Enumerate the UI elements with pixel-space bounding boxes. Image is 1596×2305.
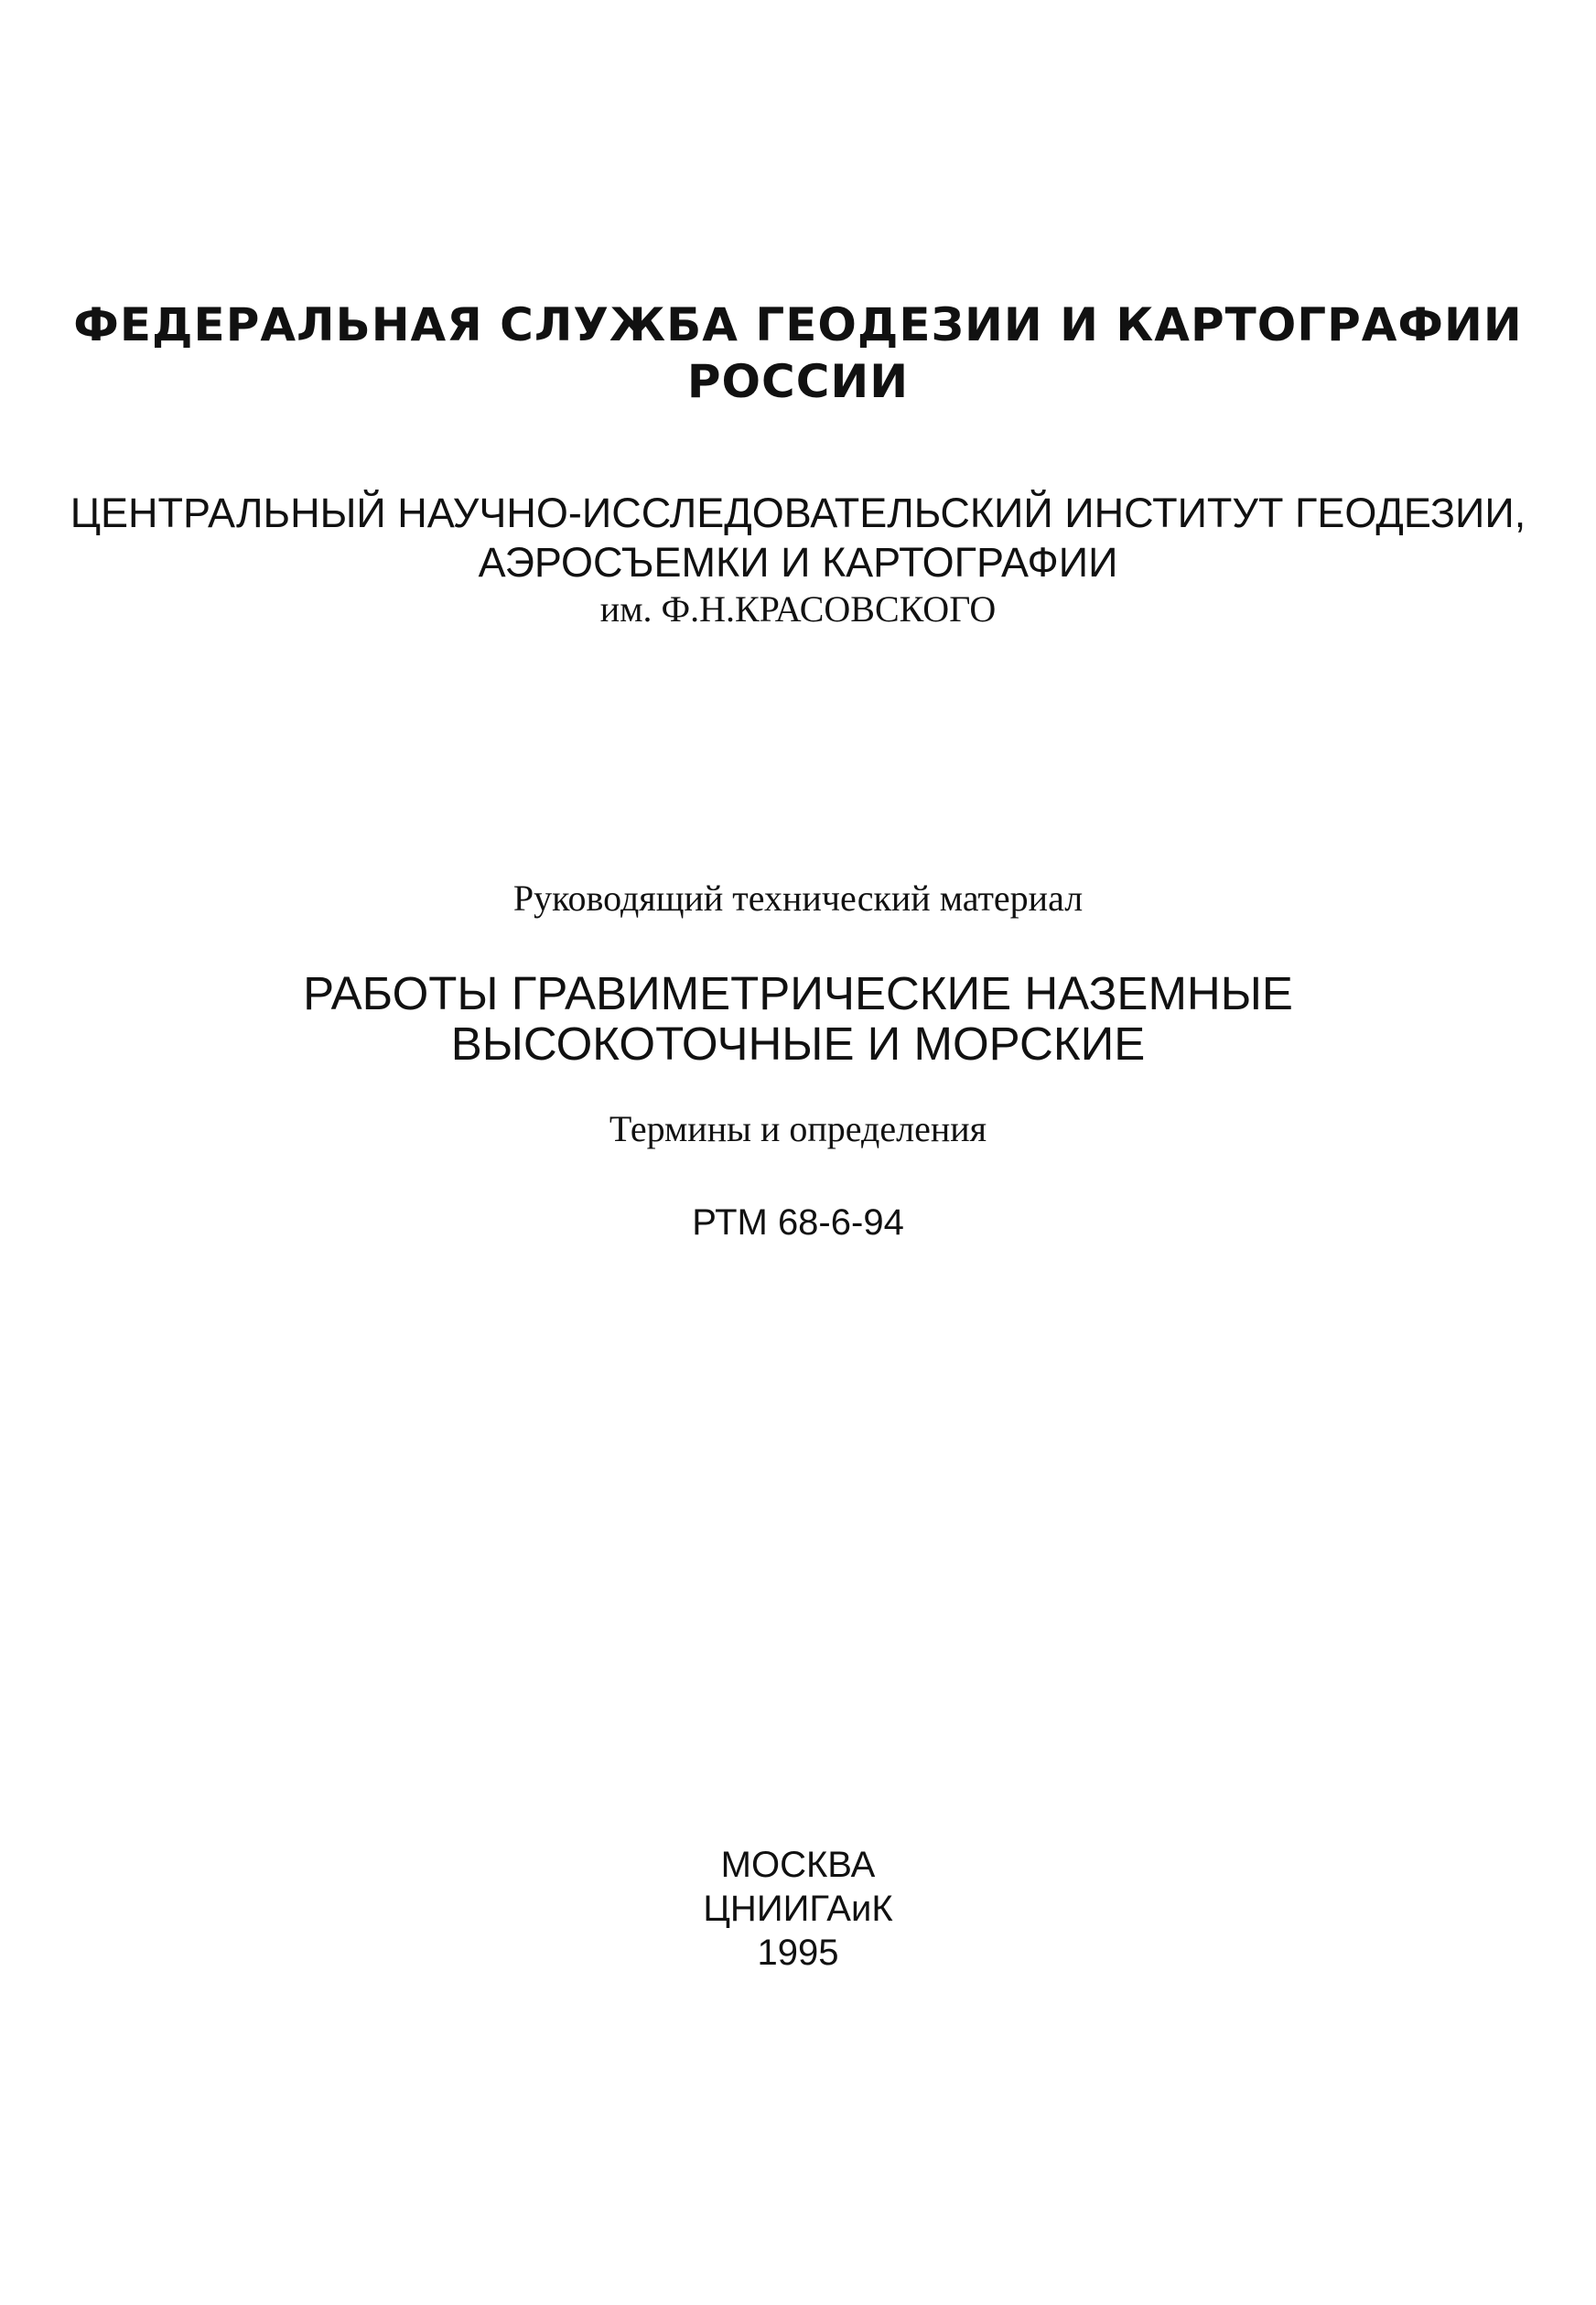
imprint-year: 1995 <box>757 1933 839 1973</box>
institute-name-line-1: ЦЕНТРАЛЬНЫЙ НАУЧНО-ИССЛЕДОВАТЕЛЬСКИЙ ИНСТИТУТ ГЕОДЕЗИИ, <box>70 490 1526 536</box>
document-subtitle: Термины и определения <box>609 1108 987 1149</box>
document-title-line-1: РАБОТЫ ГРАВИМЕТРИЧЕСКИЕ НАЗЕМНЫЕ <box>303 967 1293 1019</box>
imprint-publisher: ЦНИИГАиК <box>703 1889 893 1929</box>
document-type: Руководящий технический материал <box>512 878 1084 919</box>
document-code: РТМ 68-6-94 <box>692 1202 904 1243</box>
imprint-city: МОСКВА <box>720 1845 876 1885</box>
institute-name-line-3: им. Ф.Н.КРАСОВСКОГО <box>599 588 997 630</box>
agency-name-line-1: ФЕДЕРАЛЬНАЯ СЛУЖБА ГЕОДЕЗИИ И КАРТОГРАФИИ <box>73 298 1523 351</box>
institute-name-line-2: АЭРОСЪЕМКИ И КАРТОГРАФИИ <box>478 539 1118 586</box>
document-title-line-2: ВЫСОКОТОЧНЫЕ И МОРСКИЕ <box>450 1018 1146 1070</box>
agency-name-line-2: РОССИИ <box>686 355 910 408</box>
